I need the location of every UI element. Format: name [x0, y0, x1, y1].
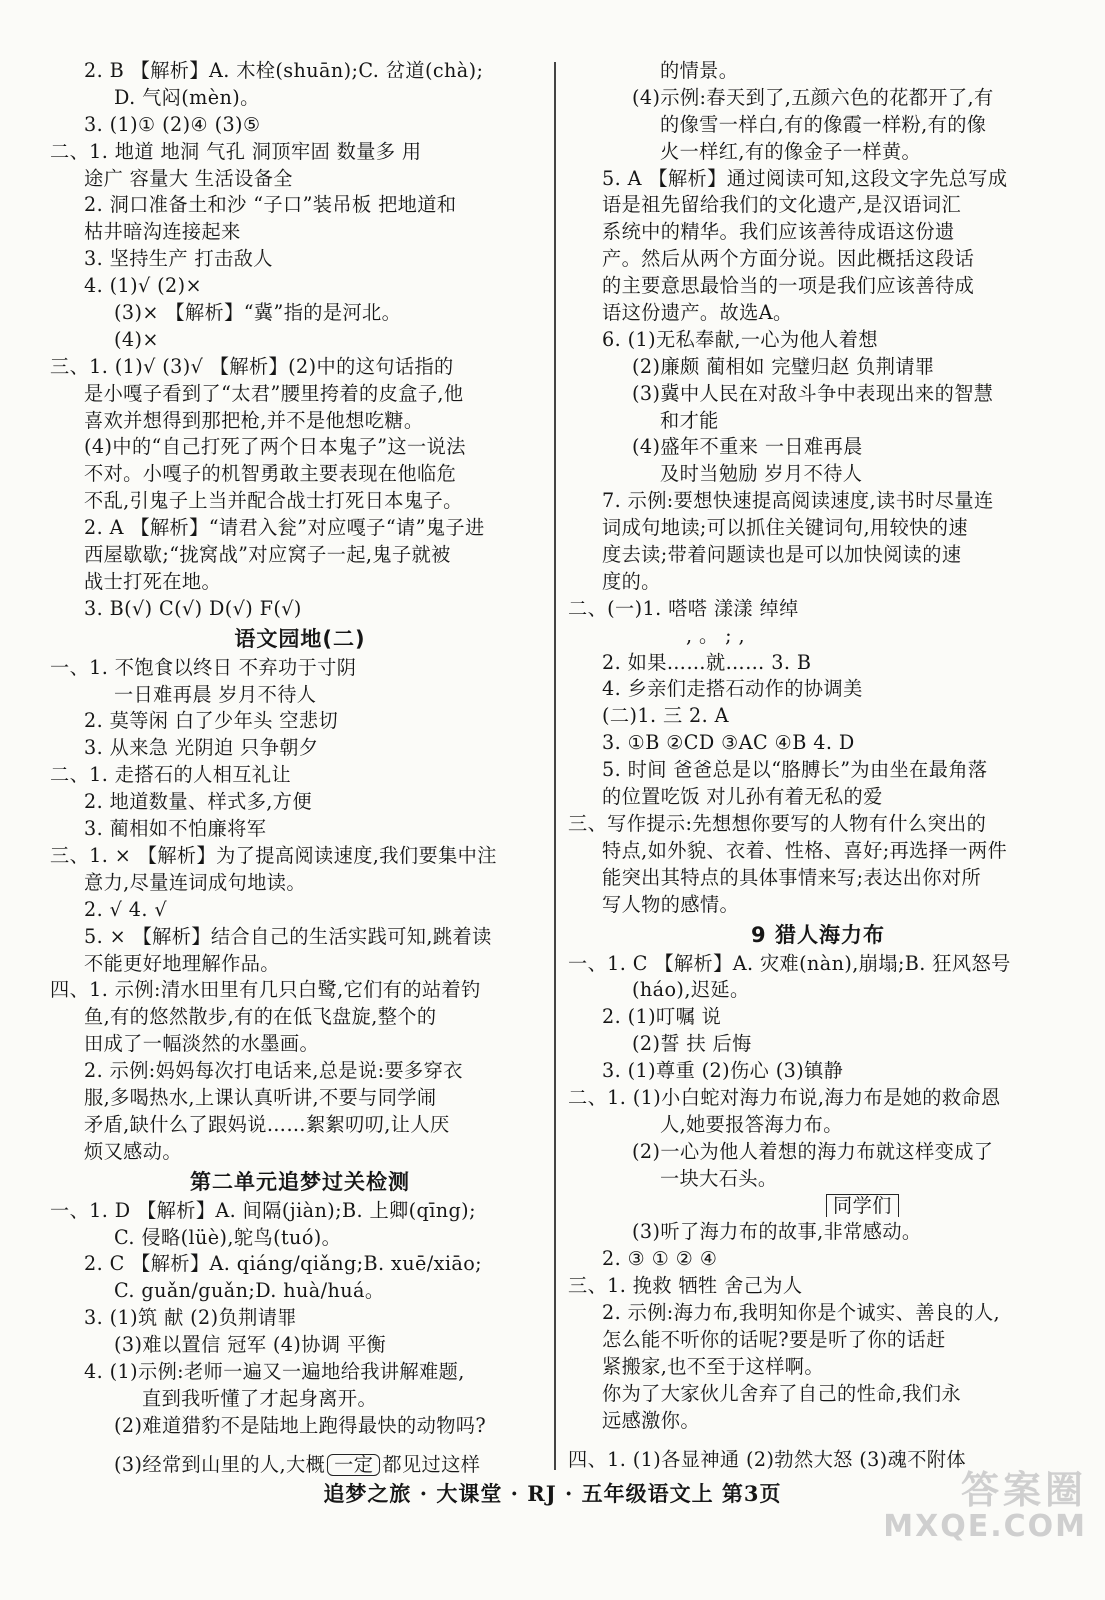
column-divider — [554, 62, 556, 1470]
answer-line: 的情景。 — [660, 59, 739, 82]
left-column — [50, 58, 550, 1479]
answer-line: (2)一心为他人着想的海力布就这样变成了 — [632, 1139, 994, 1163]
watermark-url: MXQE.COM — [883, 1509, 1087, 1544]
answer-line: 2. A 【解析】“请君入瓮”对应嘎子“请”鬼子进 — [84, 516, 485, 540]
answer-line: 2. (1)叮嘱 说 — [602, 1005, 722, 1029]
answer-line: D. 气闷(mèn)。 — [114, 85, 260, 109]
answer-line: 4. (1)示例:老师一遍又一遍地给我讲解难题, — [84, 1359, 465, 1383]
answer-line: 四、1. 示例:清水田里有几只白鹭,它们有的站着钓 — [50, 978, 481, 1002]
answer-line: 特点,如外貌、衣着、性格、喜好;再选择一两件 — [602, 838, 1008, 862]
answer-line: 度去读;带着问题读也是可以加快阅读的速 — [602, 543, 962, 567]
answer-line: 5. × 【解析】结合自己的生活实践可知,跳着读 — [84, 924, 492, 948]
answer-line: 三、写作提示:先想想你要写的人物有什么突出的 — [568, 811, 987, 835]
answer-line: 不乱,引鬼子上当并配合战士打死日本鬼子。 — [84, 489, 463, 513]
section-heading: 第二单元追梦过关检测 — [190, 1169, 410, 1194]
answer-line: , 。 ; , — [686, 623, 745, 647]
answer-line: 你为了大家伙儿舍弃了自己的性命,我们永 — [602, 1381, 962, 1405]
answer-line: (2)廉颇 蔺相如 完璧归赵 负荆请罪 — [632, 354, 935, 378]
answer-line: 的主要意思最恰当的一项是我们应该善待成 — [602, 274, 975, 298]
inserted-mark: 同学们 — [826, 1194, 899, 1217]
answer-line: 5. 时间 爸爸总是以“胳膊长”为由坐在最角落 — [602, 758, 988, 782]
answer-line: 词成句地读;可以抓住关键词句,用较快的速 — [602, 516, 968, 540]
answer-line: 语是祖先留给我们的文化遗产,是汉语词汇 — [602, 193, 962, 217]
answer-line: 产。然后从两个方面分说。因此概括这段话 — [602, 247, 975, 271]
answer-line: 不能更好地理解作品。 — [84, 951, 280, 975]
watermark — [883, 1470, 1087, 1544]
answer-line — [50, 1452, 550, 1479]
answer-line: 3. (1)① (2)④ (3)⑤ — [84, 112, 261, 136]
answer-line: 不对。小嘎子的机智勇敢主要表现在他临危 — [84, 462, 457, 486]
insertion-mark-line — [568, 1193, 1068, 1220]
answer-line: 人,她要报答海力布。 — [660, 1112, 843, 1136]
answer-line: 三、1. (1)√ (3)√ 【解析】(2)中的这句话指的 — [50, 354, 454, 378]
answer-line: 2. B 【解析】A. 木栓(shuān);C. 岔道(chà); — [84, 59, 484, 82]
answer-text: 都见过这样 — [382, 1452, 481, 1476]
answer-line: 和才能 — [660, 408, 719, 432]
answer-line: 二、1. 走搭石的人相互礼让 — [50, 763, 292, 787]
answer-line: (二)1. 三 2. A — [602, 704, 729, 728]
answer-line: 及时当勉励 岁月不待人 — [660, 462, 863, 486]
answer-line: 3. (1)尊重 (2)伤心 (3)镇静 — [602, 1059, 844, 1083]
answer-line: (4)盛年不重来 一日难再晨 — [632, 435, 863, 459]
answer-line: 4. 乡亲们走搭石动作的协调美 — [602, 677, 863, 701]
section-heading: 9 猎人海力布 — [751, 922, 885, 947]
answer-line: 远感激你。 — [602, 1408, 700, 1432]
answer-line: 2. ③ ① ② ④ — [602, 1247, 718, 1271]
answer-line: 三、1. 挽救 牺牲 舍己为人 — [568, 1274, 803, 1298]
answer-line: 能突出其特点的具体事情来写;表达出你对所 — [602, 865, 982, 889]
answer-line: 途广 容量大 生活设备全 — [84, 166, 293, 190]
answer-line: 二、(一)1. 嗒嗒 漾漾 绰绰 — [568, 596, 799, 620]
answer-line: 3. ①B ②CD ③AC ④B 4. D — [602, 731, 855, 755]
answer-line: 二、1. (1)小白蛇对海力布说,海力布是她的救命恩 — [568, 1085, 1001, 1109]
answer-line: 写人物的感情。 — [602, 892, 740, 916]
answer-line: (2)难道猎豹不是陆地上跑得最快的动物吗? — [114, 1413, 487, 1437]
watermark-title: 答案圈 — [960, 1468, 1087, 1512]
answer-line: 鱼,有的悠然散步,有的在低飞盘旋,整个的 — [84, 1005, 437, 1029]
answer-line: 5. A 【解析】通过阅读可知,这段文字先总写成 — [602, 166, 1008, 190]
answer-line: 2. 示例:海力布,我明知你是个诚实、善良的人, — [602, 1301, 1001, 1325]
answer-line: 度的。 — [602, 569, 661, 593]
spacer — [568, 1435, 1068, 1447]
answer-line: 系统中的精华。我们应该善待成语这份遗 — [602, 220, 955, 244]
answer-text: (3)经常到山里的人,大概 — [114, 1452, 326, 1476]
answer-line: 的像雪一样白,有的像霞一样粉,有的像 — [660, 112, 987, 136]
answer-line: 三、1. × 【解析】为了提高阅读速度,我们要集中注 — [50, 843, 497, 867]
answer-line: (3)听了海力布的故事,非常感动。 — [632, 1220, 922, 1244]
answer-line: 语这份遗产。故选A。 — [602, 301, 793, 325]
answer-line: 2. 地道数量、样式多,方便 — [84, 790, 312, 814]
answer-line: 直到我听懂了才起身离开。 — [142, 1386, 378, 1410]
answer-line: 一、1. C 【解析】A. 灾难(nàn),崩塌;B. 狂风怒号 — [568, 951, 1011, 975]
answer-line: 田成了一幅淡然的水墨画。 — [84, 1032, 320, 1056]
answer-line: 4. (1)√ (2)× — [84, 274, 202, 298]
answer-line: 2. √ 4. √ — [84, 897, 167, 921]
answer-line: 战士打死在地。 — [84, 569, 222, 593]
answer-line: 2. 莫等闲 白了少年头 空悲切 — [84, 709, 339, 733]
answer-line: 3. 从来急 光阴迫 只争朝夕 — [84, 736, 319, 760]
spacer — [50, 1440, 550, 1452]
answer-line: 2. 示例:妈妈每次打电话来,总是说:要多穿衣 — [84, 1059, 463, 1083]
section-heading: 语文园地(二) — [234, 626, 366, 651]
answer-line: (2)誓 扶 后悔 — [632, 1032, 752, 1056]
answer-line: 是小嘎子看到了“太君”腰里挎着的皮盒子,他 — [84, 381, 464, 405]
answer-line: (4)示例:春天到了,五颜六色的花都开了,有 — [632, 85, 994, 109]
answer-line: 2. 洞口准备土和沙 “子口”装吊板 把地道和 — [84, 193, 457, 217]
answer-line: 服,多喝热水,上课认真听讲,不要与同学闹 — [84, 1085, 437, 1109]
answer-line: 喜欢并想得到那把枪,并不是他想吃糖。 — [84, 408, 424, 432]
inserted-mark: 一定 — [327, 1454, 380, 1476]
answer-line: 7. 示例:要想快速提高阅读速度,读书时尽量连 — [602, 489, 994, 513]
answer-line: C. 侵略(lüè),鸵鸟(tuó)。 — [114, 1225, 342, 1249]
answer-line: 二、1. 地道 地洞 气孔 洞顶牢固 数量多 用 — [50, 139, 422, 163]
answer-line: 矛盾,缺什么了跟妈说……絮絮叨叨,让人厌 — [84, 1112, 450, 1136]
answer-line: 火一样红,有的像金子一样黄。 — [660, 139, 922, 163]
answer-line: (4)中的“自己打死了两个日本鬼子”这一说法 — [84, 435, 466, 459]
answer-line: 一、1. D 【解析】A. 间隔(jiàn);B. 上卿(qīng); — [50, 1198, 476, 1222]
answer-line: 怎么能不听你的话呢?要是听了你的话赶 — [602, 1327, 946, 1351]
answer-line: 一块大石头。 — [660, 1166, 778, 1190]
answer-line: (3)难以置信 冠军 (4)协调 平衡 — [114, 1333, 387, 1357]
answer-line: (4)× — [114, 327, 159, 351]
answer-line: 西屋歇歇;“拢窝战”对应窝子一起,鬼子就被 — [84, 543, 451, 567]
right-column — [568, 58, 1068, 1473]
answer-line: 3. B(√) C(√) D(√) F(√) — [84, 596, 302, 620]
answer-line: 一、1. 不饱食以终日 不弃功于寸阴 — [50, 655, 357, 679]
answer-line: 意力,尽量连词成句地读。 — [84, 870, 306, 894]
answer-line: (3)× 【解析】“冀”指的是河北。 — [114, 301, 402, 325]
answer-line: 2. 如果……就…… 3. B — [602, 650, 812, 674]
answer-line: C. guǎn/guǎn;D. huà/huá。 — [114, 1279, 385, 1303]
answer-line: 四、1. (1)各显神通 (2)勃然大怒 (3)魂不附体 — [568, 1447, 966, 1471]
answer-line: 枯井暗沟连接起来 — [84, 220, 241, 244]
answer-line: 3. 蔺相如不怕廉将军 — [84, 817, 267, 841]
answer-line: 2. C 【解析】A. qiáng/qiǎng;B. xuē/xiāo; — [84, 1252, 483, 1276]
answer-line: 烦又感动。 — [84, 1139, 182, 1163]
answer-line: (3)冀中人民在对敌斗争中表现出来的智慧 — [632, 381, 994, 405]
answer-line: 一日难再晨 岁月不待人 — [114, 682, 317, 706]
answer-line: 的位置吃饭 对儿孙有着无私的爱 — [602, 785, 883, 809]
page-footer: 追梦之旅 · 大课堂 · RJ · 五年级语文上 第3页 — [323, 1481, 782, 1506]
answer-line: 6. (1)无私奉献,一心为他人着想 — [602, 327, 878, 351]
answer-line: 3. 坚持生产 打击敌人 — [84, 247, 273, 271]
answer-line: 3. (1)筑 献 (2)负荆请罪 — [84, 1306, 297, 1330]
answer-line: (háo),迟延。 — [632, 978, 750, 1002]
answer-line: 紧搬家,也不至于这样啊。 — [602, 1354, 824, 1378]
